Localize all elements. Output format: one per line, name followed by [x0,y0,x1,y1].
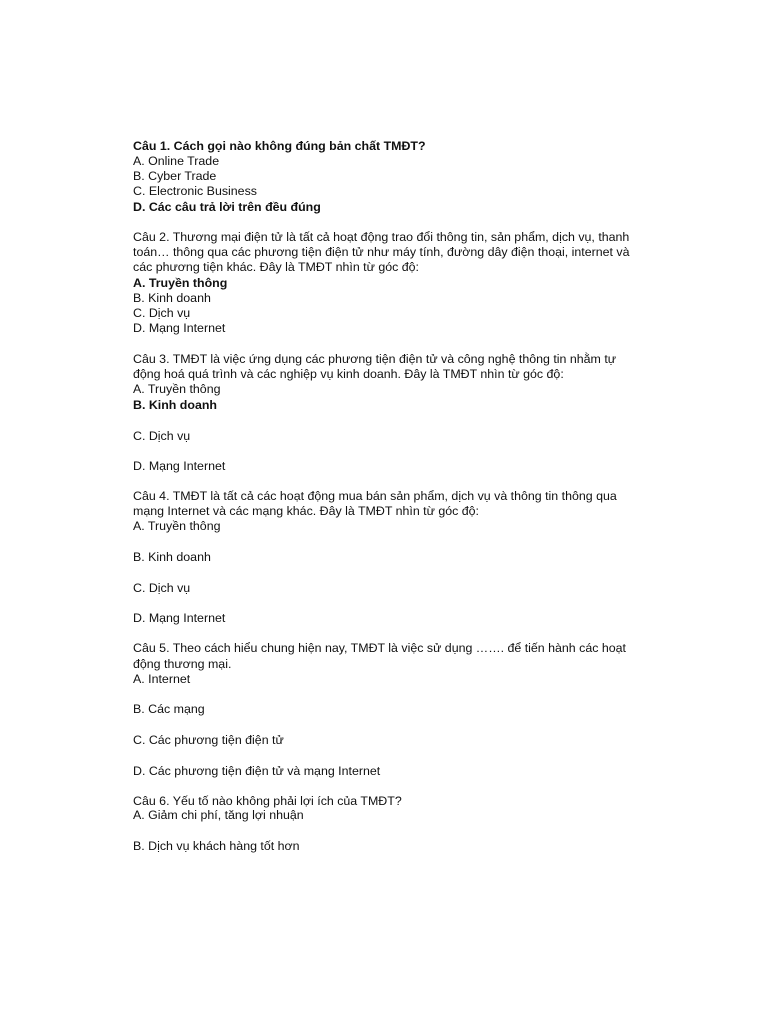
question-4-text-line-2: mạng Internet và các mạng khác. Đây là TMĐT nhìn từ góc độ: [133,504,479,518]
question-2-text-line-2: toán… thông qua các phương tiện điện tử như máy tính, đường dây điện thoại, internet và [133,245,630,259]
question-5-text-line-2: động thương mại. [133,657,232,671]
question-1-option-a: A. Online Trade [133,154,220,168]
question-2-text-line-3: các phương tiện khác. Đây là TMĐT nhìn từ góc độ: [133,260,419,274]
question-1-option-c: C. Electronic Business [133,184,257,198]
question-2-option-c: C. Dịch vụ [133,306,191,320]
question-1-text: Câu 1. Cách gọi nào không đúng bản chất TMĐT? [133,139,426,153]
question-3-text-line-1: Câu 3. TMĐT là việc ứng dụng các phương tiện điện tử và công nghệ thông tin nhằm tự [133,352,617,366]
question-2-option-b: B. Kinh doanh [133,291,211,305]
question-4-option-b: B. Kinh doanh [133,550,211,564]
question-3-option-b: B. Kinh doanh [133,398,217,412]
question-5-option-a: A. Internet [133,672,191,686]
question-4-text-line-1: Câu 4. TMĐT là tất cả các hoạt động mua bán sản phẩm, dịch vụ và thông tin thông qua [133,489,617,503]
question-3-text-line-2: động hoá quá trình và các nghiệp vụ kinh doanh. Đây là TMĐT nhìn từ góc độ: [133,367,564,381]
question-6-option-a: A. Giảm chi phí, tăng lợi nhuận [133,808,304,822]
question-4-option-d: D. Mạng Internet [133,611,226,625]
question-1-option-b: B. Cyber Trade [133,169,217,183]
question-1-option-d: D. Các câu trả lời trên đều đúng [133,200,321,214]
question-2-option-d: D. Mạng Internet [133,321,226,335]
question-3-option-a: A. Truyền thông [133,382,221,396]
question-6-text: Câu 6. Yếu tố nào không phải lợi ích của TMĐT? [133,794,402,808]
question-5-option-c: C. Các phương tiện điện tử [133,733,284,747]
question-2-text-line-1: Câu 2. Thương mại điện tử là tất cả hoạt động trao đổi thông tin, sản phẩm, dịch vụ, thanh [133,230,630,244]
question-2-option-a: A. Truyền thông [133,276,228,290]
question-4-option-a: A. Truyền thông [133,519,221,533]
question-4-option-c: C. Dịch vụ [133,581,191,595]
question-5-text-line-1: Câu 5. Theo cách hiểu chung hiện nay, TMĐT là việc sử dụng ……. để tiến hành các hoạt [133,641,626,655]
question-5-option-b: B. Các mạng [133,702,205,716]
question-5-option-d: D. Các phương tiện điện tử và mạng Internet [133,764,381,778]
question-3-option-c: C. Dịch vụ [133,429,191,443]
question-3-option-d: D. Mạng Internet [133,459,226,473]
question-6-option-b: B. Dịch vụ khách hàng tốt hơn [133,839,300,853]
